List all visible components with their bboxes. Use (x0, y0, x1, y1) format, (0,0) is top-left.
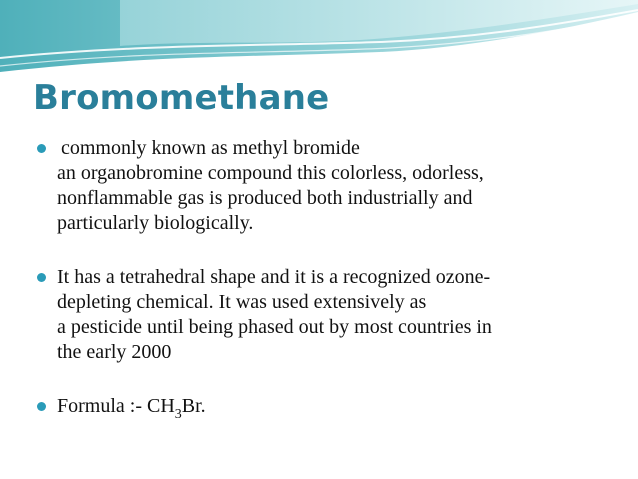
formula-prefix: Formula :- CH (57, 395, 175, 417)
bullet-line: the early 2000 (57, 341, 172, 363)
formula-subscript: 3 (174, 407, 182, 422)
header-wave-decoration (0, 0, 638, 80)
bullet-list (37, 136, 612, 422)
bullet-line: particularly biologically. (57, 212, 254, 234)
bullet-line: an organobromine compound this colorless, odorless, (57, 162, 484, 184)
bullet-dot-icon (37, 402, 46, 411)
slide-title: Bromomethane (33, 78, 330, 118)
bullet-line: depleting chemical. It was used extensively as (57, 291, 427, 313)
bullet-dot-icon (37, 273, 46, 282)
bullet-line: commonly known as methyl bromide (61, 137, 360, 159)
bullet-item-methyl-bromide (37, 136, 612, 236)
bullet-line: It has a tetrahedral shape and it is a recognized ozone- (57, 266, 491, 288)
bullet-line: a pesticide until being phased out by most countries in (57, 316, 492, 338)
bullet-item-formula (37, 394, 612, 422)
bullet-dot-icon (37, 144, 46, 153)
bullet-line: nonflammable gas is produced both industrially and (57, 187, 473, 209)
formula-suffix: Br. (181, 395, 206, 417)
formula-text (57, 394, 612, 422)
bullet-item-tetrahedral-shape (37, 265, 612, 365)
